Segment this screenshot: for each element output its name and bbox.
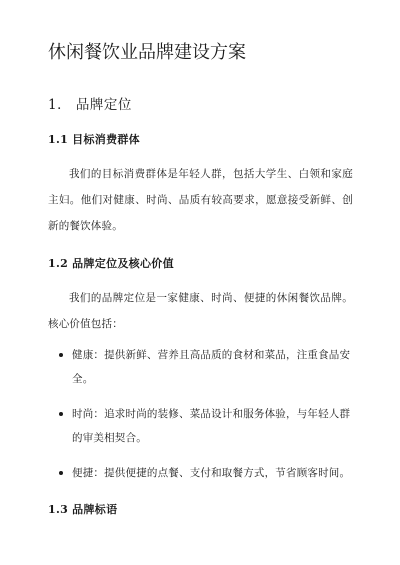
paragraph-target-consumers: 我们的目标消费群体是年轻人群，包括大学生、白领和家庭主妇。他们对健康、时尚、品质有较高要求，愿意接受新鲜、创新的餐饮体验。 (48, 168, 353, 232)
list-item-fashion (48, 402, 353, 450)
document-title: 休闲餐饮业品牌建设方案 (48, 42, 246, 63)
core-values-list (48, 343, 353, 485)
bullet-dot-icon (59, 353, 63, 357)
section-heading-brand-positioning: 1． 品牌定位 (48, 97, 132, 113)
subsection-heading-brand-slogan: 1.3 品牌标语 (48, 503, 118, 516)
bullet-dot-icon (59, 412, 63, 416)
list-item-text: 健康：提供新鲜、营养且高品质的食材和菜品，注重食品安全。 (72, 349, 351, 385)
paragraph-positioning-values: 我们的品牌定位是一家健康、时尚、便捷的休闲餐饮品牌。核心价值包括： (48, 292, 353, 330)
bullet-dot-icon (59, 471, 63, 475)
list-item-text: 便捷：提供便捷的点餐、支付和取餐方式，节省顾客时间。 (72, 467, 351, 479)
subsection-heading-positioning-values: 1.2 品牌定位及核心价值 (48, 257, 174, 270)
list-item-health (48, 343, 353, 391)
list-item-convenience (48, 461, 353, 485)
subsection-heading-target-consumers: 1.1 目标消费群体 (48, 133, 140, 146)
list-item-text: 时尚：追求时尚的装修、菜品设计和服务体验，与年轻人群的审美相契合。 (72, 408, 351, 444)
